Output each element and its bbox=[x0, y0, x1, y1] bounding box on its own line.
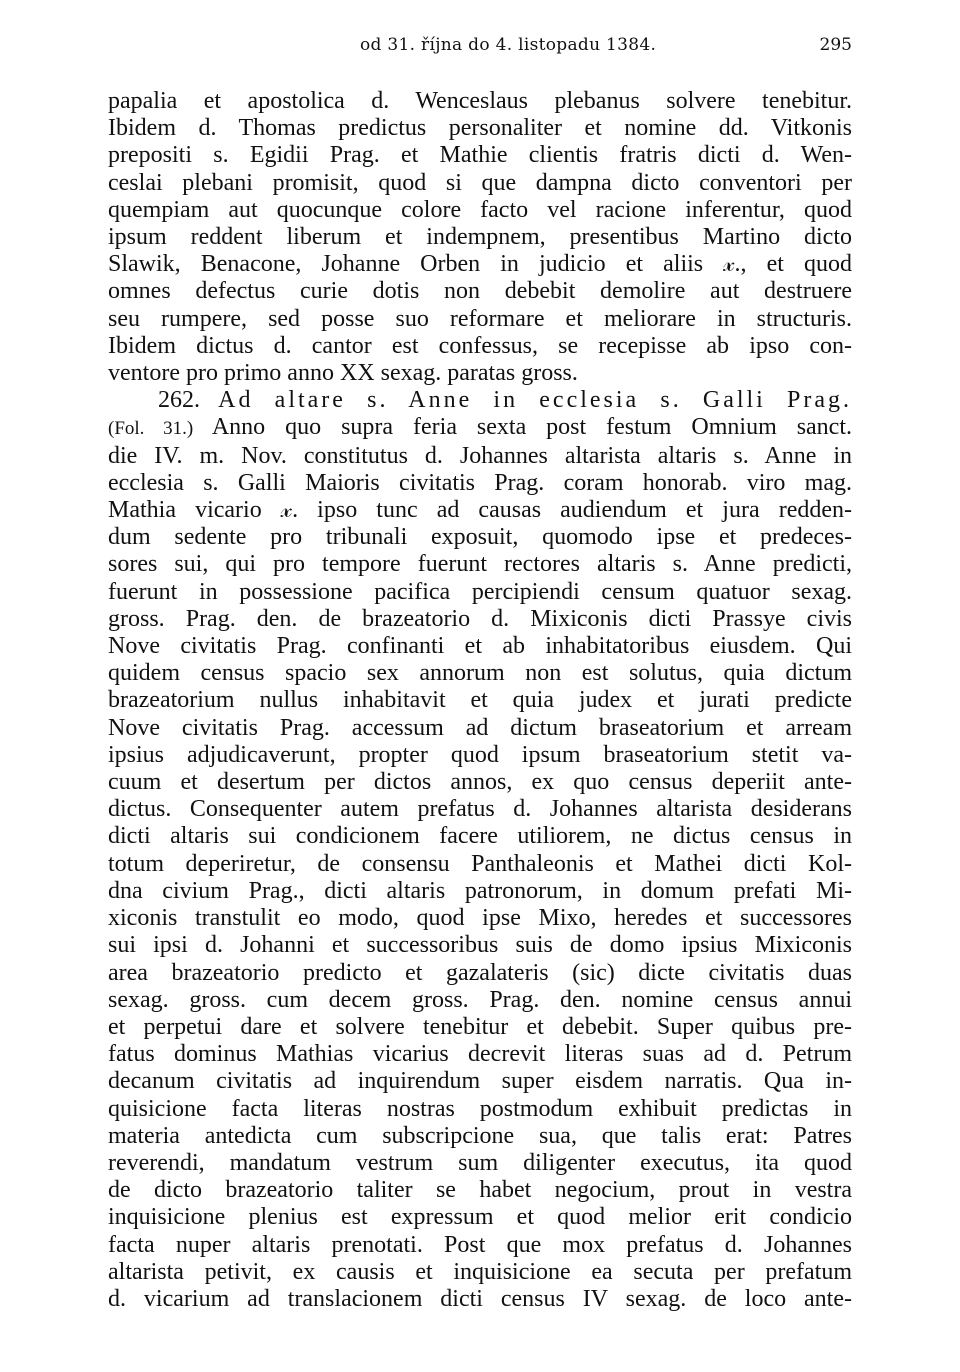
text-line: de dicto brazeatorio taliter se habet negocium, prout in vestra bbox=[108, 1177, 852, 1204]
text-line: et perpetui dare et solvere tenebitur et debebit. Super quibus pre- bbox=[108, 1013, 852, 1040]
text-line: Ibidem d. Thomas predictus personaliter et nomine dd. Vitkonis bbox=[108, 115, 852, 142]
text-line: xiconis transtulit eo modo, quod ipse Mixo, heredes et successores bbox=[108, 905, 852, 932]
text-line: dictus. Consequenter autem prefatus d. Johannes altarista desiderans bbox=[108, 796, 852, 823]
text-line: totum deperiretur, de consensu Panthaleonis et Mathei dicti Kol- bbox=[108, 850, 852, 877]
text-line: die IV. m. Nov. constitutus d. Johannes altarista altaris s. Anne in bbox=[108, 442, 852, 469]
text-line: ecclesia s. Galli Maioris civitatis Prag. coram honorab. viro mag. bbox=[108, 469, 852, 496]
text-line: Mathia vicario 𝓍. ipso tunc ad causas audiendum et jura redden- bbox=[108, 497, 852, 524]
text-line: brazeatorium nullus inhabitavit et quia judex et jurati predicte bbox=[108, 687, 852, 714]
section-title: Ad altare s. Anne in ecclesia s. Galli Prag. bbox=[218, 387, 853, 414]
text-line: altarista petivit, ex causis et inquisicione ea secuta per prefatum bbox=[108, 1258, 852, 1285]
text-line: fatus dominus Mathias vicarius decrevit literas suas ad d. Petrum bbox=[108, 1041, 852, 1068]
text-line: area brazeatorio predicto et gazalateris (sic) dicte civitatis duas bbox=[108, 959, 852, 986]
text-line: sexag. gross. cum decem gross. Prag. den. nomine census annui bbox=[108, 986, 852, 1013]
text-line: sui ipsi d. Johanni et successoribus suis de domo ipsius Mixiconis bbox=[108, 932, 852, 959]
text-line: facta nuper altaris prenotati. Post que mox prefatus d. Johannes bbox=[108, 1231, 852, 1258]
section-first-line bbox=[108, 414, 852, 442]
text-line: quempiam aut quocunque colore facto vel racione inferentur, quod bbox=[108, 196, 852, 223]
page-number: 295 bbox=[819, 35, 852, 55]
section-heading bbox=[108, 387, 852, 414]
text-line: ceslai plebani promisit, quod si que dampna dicto conventori per bbox=[108, 169, 852, 196]
text-line: quidem census spacio sex annorum non est solutus, quia dictum bbox=[108, 660, 852, 687]
text-line: ipsius adjudicaverunt, propter quod ipsum braseatorium stetit va- bbox=[108, 741, 852, 768]
folio-reference: (Fol. 31.) bbox=[108, 418, 194, 440]
text-line: omnes defectus curie dotis non debebit demolire aut destruere bbox=[108, 278, 852, 305]
text-line: materia antedicta cum subscripcione sua, que talis erat: Patres bbox=[108, 1122, 852, 1149]
text-line: d. vicarium ad translacionem dicti census IV sexag. de loco ante- bbox=[108, 1285, 852, 1312]
section-number: 262. bbox=[158, 387, 200, 414]
text-line: gross. Prag. den. de brazeatorio d. Mixiconis dicti Prassye civis bbox=[108, 605, 852, 632]
text-line: quisicione facta literas nostras postmodum exhibuit predictas in bbox=[108, 1095, 852, 1122]
text-line: Nove civitatis Prag. accessum ad dictum braseatorium et arream bbox=[108, 714, 852, 741]
text-line: inquisicione plenius est expressum et quod melior erit condicio bbox=[108, 1204, 852, 1231]
text-line: Anno quo supra feria sexta post festum Omnium sanct. bbox=[211, 414, 853, 441]
text-line: cuum et desertum per dictos annos, ex quo census deperiit ante- bbox=[108, 769, 852, 796]
text-line: ventore pro primo anno XX sexag. paratas gross. bbox=[108, 360, 578, 387]
text-line: seu rumpere, sed posse suo reformare et meliorare in structuris. bbox=[108, 305, 852, 332]
document-body bbox=[108, 88, 852, 1313]
running-title: od 31. října do 4. listopadu 1384. bbox=[360, 35, 657, 55]
text-line: papalia et apostolica d. Wenceslaus plebanus solvere tenebitur. bbox=[108, 88, 852, 114]
text-line: prepositi s. Egidii Prag. et Mathie clientis fratris dicti d. Wen- bbox=[108, 142, 852, 169]
text-line: sores sui, qui pro tempore fuerunt rectores altaris s. Anne predicti, bbox=[108, 551, 852, 578]
text-line: fuerunt in possessione pacifica percipiendi censum quatuor sexag. bbox=[108, 578, 852, 605]
text-line: dna civium Prag., dicti altaris patronorum, in domum prefati Mi- bbox=[108, 877, 852, 904]
text-line: reverendi, mandatum vestrum sum diligenter executus, ita quod bbox=[108, 1149, 852, 1176]
text-line: Slawik, Benacone, Johanne Orben in judicio et aliis 𝓍., et quod bbox=[108, 251, 852, 278]
text-line: dicti altaris sui condicionem facere utiliorem, ne dictus census in bbox=[108, 823, 852, 850]
text-line: Ibidem dictus d. cantor est confessus, se recepisse ab ipso con- bbox=[108, 332, 852, 359]
text-line: ipsum reddent liberum et indempnem, presentibus Martino dicto bbox=[108, 224, 852, 251]
text-line: dum sedente pro tribunali exposuit, quomodo ipse et predeces- bbox=[108, 524, 852, 551]
text-line: Nove civitatis Prag. confinanti et ab inhabitatoribus eiusdem. Qui bbox=[108, 633, 852, 660]
text-line: decanum civitatis ad inquirendum super eisdem narratis. Qua in- bbox=[108, 1068, 852, 1095]
